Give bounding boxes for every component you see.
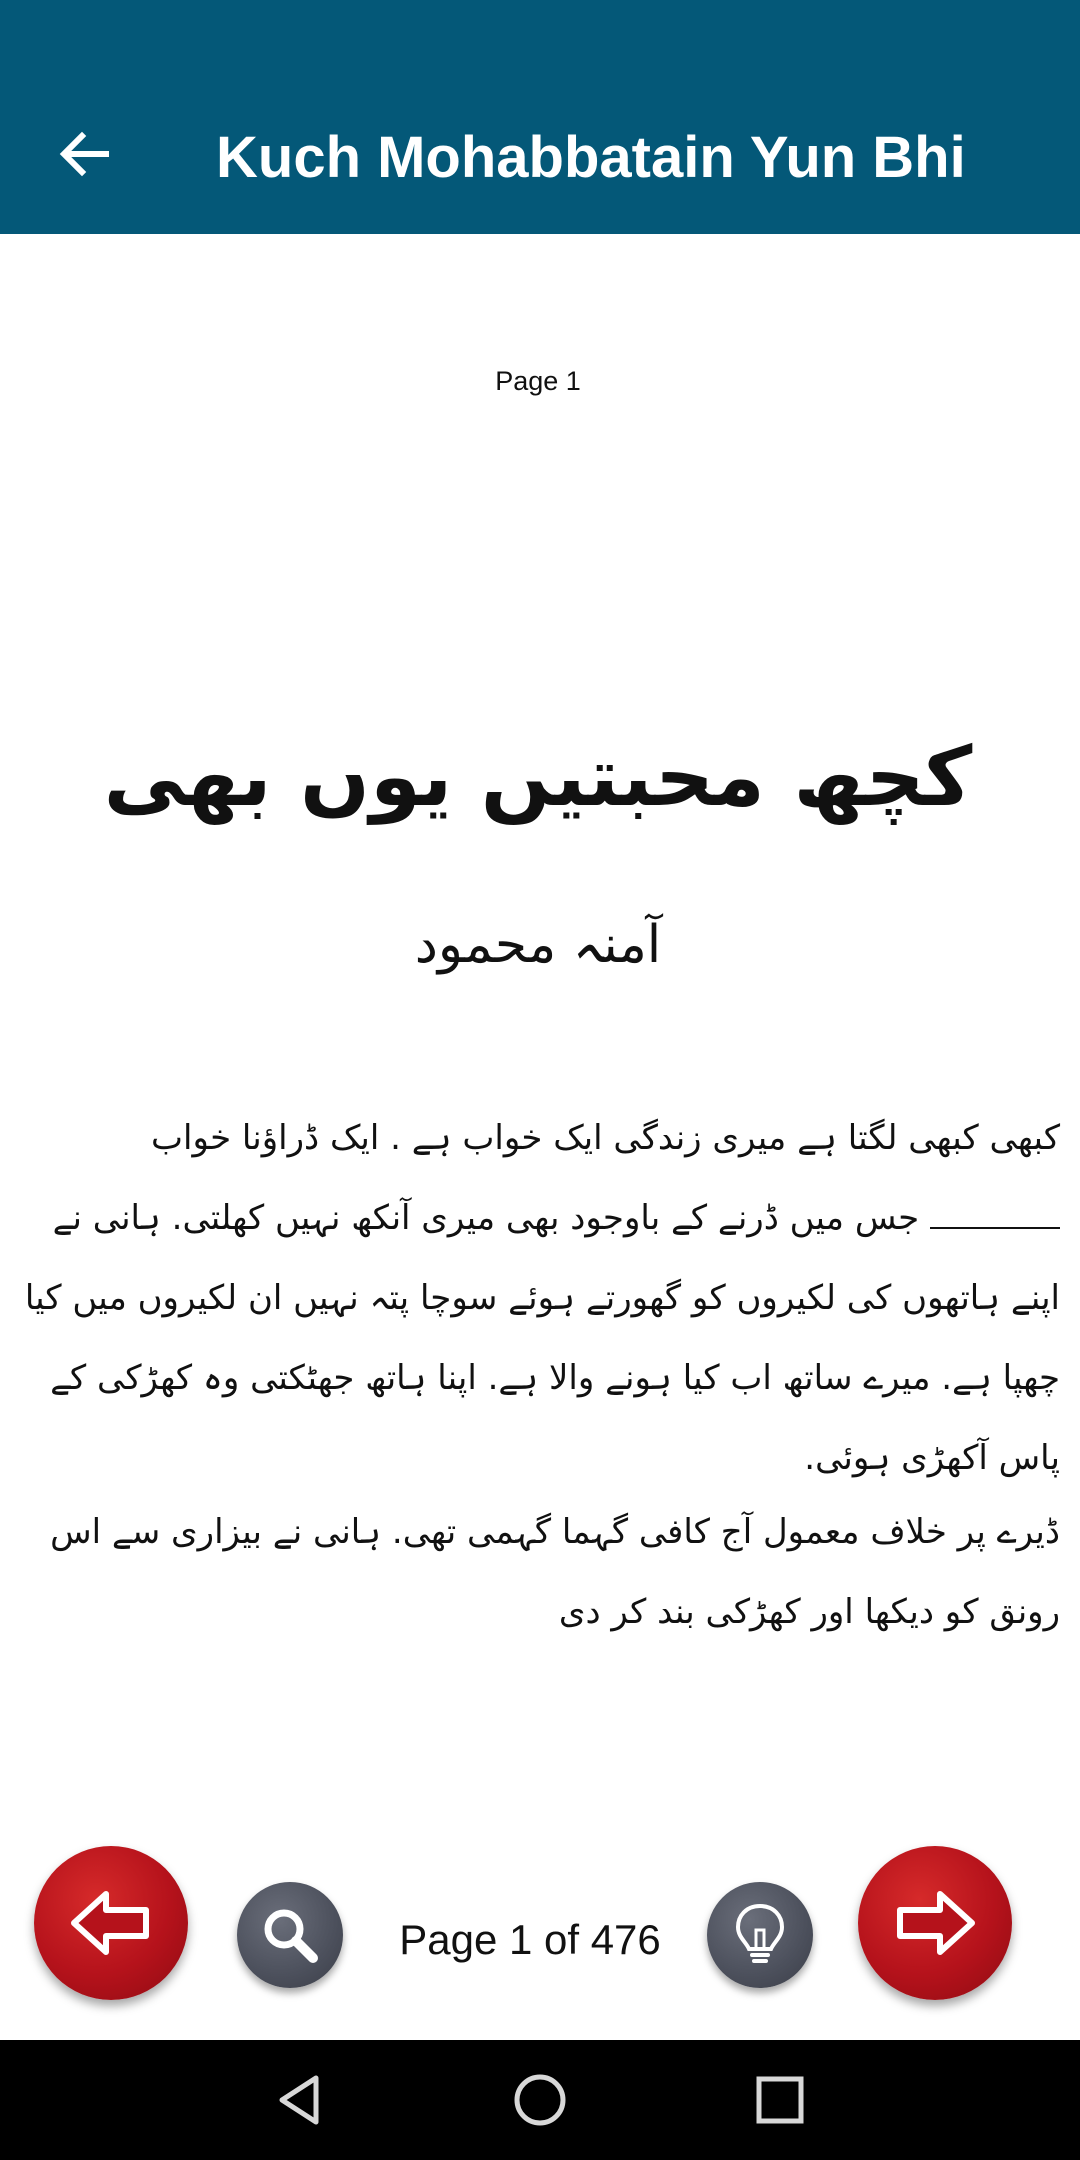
book-author: آمنہ محمود	[414, 915, 662, 975]
back-button[interactable]	[46, 116, 122, 192]
lightbulb-icon	[730, 1900, 790, 1970]
page-number-label: Page 1	[495, 366, 581, 396]
previous-page-button[interactable]	[34, 1846, 188, 2000]
square-recents-icon	[752, 2072, 808, 2128]
paragraph-1-start: کبھی کبھی لگتا ہے میری زندگی ایک خواب ہے . ایک ڈراؤنا خواب	[151, 1118, 1060, 1158]
blank-line	[930, 1197, 1060, 1229]
arrow-right-icon	[892, 1888, 978, 1958]
paragraph-1-rest: جس میں ڈرنے کے باوجود بھی میری آنکھ نہیں کھلتی. ہانی نے اپنے ہاتھوں کی لکیروں کو گھورتے ہوئے سوچا پتہ نہیں ان لکیروں میں کیا چھپا ہے. میرے ساتھ اب کیا ہونے والا ہے. اپنا ہاتھ جھٹکتی وہ کھڑکی کے پاس آکھڑی ہوئی.	[24, 1198, 1060, 1478]
story-paragraph-1	[20, 1098, 1060, 1498]
circle-home-icon	[512, 2072, 568, 2128]
page-indicator: Page 1 of 476	[399, 1916, 661, 1963]
system-navigation-bar	[0, 2040, 1080, 2160]
arrow-left-icon	[68, 1888, 154, 1958]
arrow-left-icon	[56, 126, 112, 182]
search-button[interactable]	[237, 1882, 343, 1988]
system-back-button[interactable]	[260, 2060, 340, 2140]
book-title: کچھ محبتیں یوں بھی	[103, 730, 973, 825]
triangle-back-icon	[272, 2072, 328, 2128]
system-home-button[interactable]	[500, 2060, 580, 2140]
app-bar	[0, 0, 1080, 234]
hint-button[interactable]	[707, 1882, 813, 1988]
next-page-button[interactable]	[858, 1846, 1012, 2000]
page-title: Kuch Mohabbatain Yun Bhi	[216, 125, 966, 190]
story-paragraph-2: ڈیرے پر خلاف معمول آج کافی گہما گہمی تھی. ہانی نے بیزاری سے اس رونق کو دیکھا اور کھڑکی بند کر دی	[50, 1512, 1060, 1632]
search-icon	[257, 1902, 323, 1968]
system-recents-button[interactable]	[740, 2060, 820, 2140]
